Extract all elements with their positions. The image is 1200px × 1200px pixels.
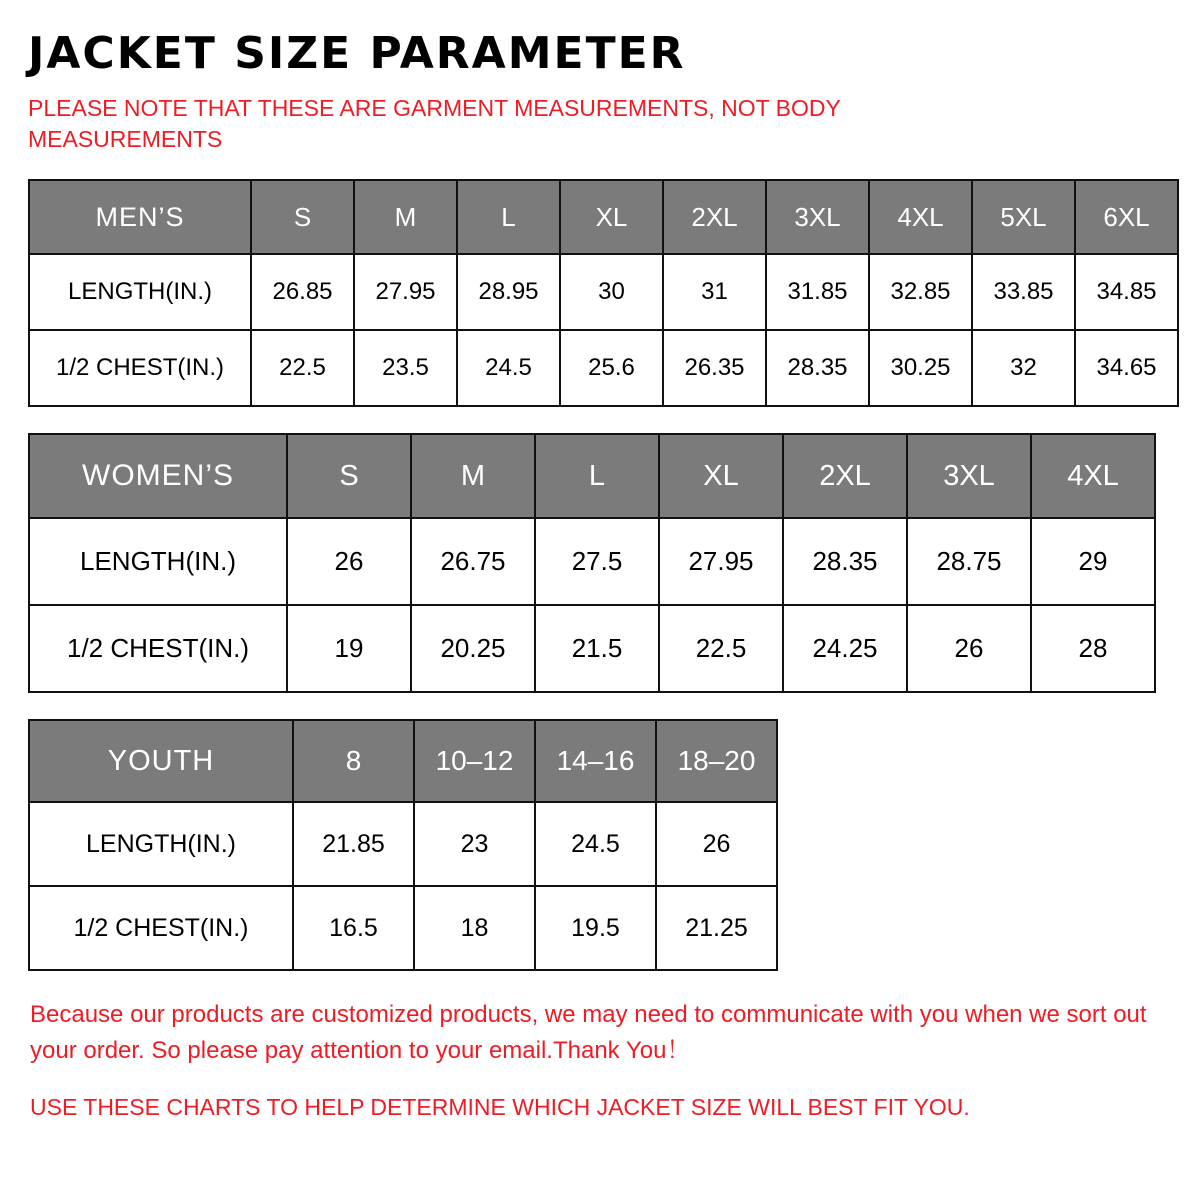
mens-cell: 26.85 [251, 254, 354, 330]
womens-cell: 22.5 [659, 605, 783, 692]
youth-size-header: 10–12 [414, 720, 535, 802]
womens-size-header: M [411, 434, 535, 518]
table-row [29, 330, 1178, 406]
mens-cell: 33.85 [972, 254, 1075, 330]
youth-cell: 19.5 [535, 886, 656, 970]
youth-header-label: YOUTH [29, 720, 293, 802]
mens-cell: 31.85 [766, 254, 869, 330]
mens-cell: 32.85 [869, 254, 972, 330]
mens-size-header: M [354, 180, 457, 254]
womens-cell: 26 [287, 518, 411, 605]
mens-cell: 34.85 [1075, 254, 1178, 330]
table-row [29, 254, 1178, 330]
mens-row-label: 1/2 CHEST(IN.) [29, 330, 251, 406]
youth-size-header: 14–16 [535, 720, 656, 802]
youth-size-header: 18–20 [656, 720, 777, 802]
table-header-row [29, 180, 1178, 254]
mens-cell: 23.5 [354, 330, 457, 406]
youth-cell: 21.85 [293, 802, 414, 886]
mens-size-header: 5XL [972, 180, 1075, 254]
youth-cell: 18 [414, 886, 535, 970]
womens-cell: 27.5 [535, 518, 659, 605]
womens-cell: 24.25 [783, 605, 907, 692]
table-header-row [29, 434, 1155, 518]
garment-measurement-note: PLEASE NOTE THAT THESE ARE GARMENT MEASUREMENTS, NOT BODY MEASUREMENTS [28, 95, 841, 153]
mens-cell: 28.35 [766, 330, 869, 406]
youth-cell: 24.5 [535, 802, 656, 886]
womens-row-label: LENGTH(IN.) [29, 518, 287, 605]
youth-cell: 26 [656, 802, 777, 886]
mens-cell: 26.35 [663, 330, 766, 406]
chart-usage-note: USE THESE CHARTS TO HELP DETERMINE WHICH JACKET SIZE WILL BEST FIT YOU. [30, 1094, 970, 1121]
womens-cell: 19 [287, 605, 411, 692]
womens-cell: 29 [1031, 518, 1155, 605]
womens-size-header: L [535, 434, 659, 518]
womens-header-label: WOMEN’S [29, 434, 287, 518]
youth-size-table [28, 719, 778, 971]
mens-cell: 30 [560, 254, 663, 330]
womens-size-header: 2XL [783, 434, 907, 518]
womens-cell: 21.5 [535, 605, 659, 692]
table-row [29, 605, 1155, 692]
womens-size-header: S [287, 434, 411, 518]
mens-size-header: 4XL [869, 180, 972, 254]
womens-row-label: 1/2 CHEST(IN.) [29, 605, 287, 692]
womens-size-table [28, 433, 1156, 693]
youth-row-label: 1/2 CHEST(IN.) [29, 886, 293, 970]
youth-size-header: 8 [293, 720, 414, 802]
table-row [29, 802, 777, 886]
womens-cell: 27.95 [659, 518, 783, 605]
mens-cell: 32 [972, 330, 1075, 406]
mens-size-header: 2XL [663, 180, 766, 254]
mens-size-header: S [251, 180, 354, 254]
customization-note: Because our products are customized products, we may need to communicate with you when we sort out your order. So please pay attention to your email.Thank You！ [30, 1001, 1147, 1065]
mens-size-header: 3XL [766, 180, 869, 254]
mens-size-header: L [457, 180, 560, 254]
youth-row-label: LENGTH(IN.) [29, 802, 293, 886]
mens-cell: 34.65 [1075, 330, 1178, 406]
youth-cell: 21.25 [656, 886, 777, 970]
mens-header-label: MEN’S [29, 180, 251, 254]
womens-cell: 28.35 [783, 518, 907, 605]
mens-size-header: XL [560, 180, 663, 254]
womens-cell: 26 [907, 605, 1031, 692]
mens-cell: 31 [663, 254, 766, 330]
mens-cell: 22.5 [251, 330, 354, 406]
womens-size-header: 3XL [907, 434, 1031, 518]
mens-cell: 30.25 [869, 330, 972, 406]
mens-cell: 27.95 [354, 254, 457, 330]
womens-size-header: XL [659, 434, 783, 518]
table-header-row [29, 720, 777, 802]
mens-size-table [28, 179, 1179, 407]
table-row [29, 518, 1155, 605]
womens-size-header: 4XL [1031, 434, 1155, 518]
youth-cell: 16.5 [293, 886, 414, 970]
womens-cell: 28.75 [907, 518, 1031, 605]
table-row [29, 886, 777, 970]
mens-cell: 25.6 [560, 330, 663, 406]
womens-cell: 26.75 [411, 518, 535, 605]
womens-cell: 28 [1031, 605, 1155, 692]
mens-size-header: 6XL [1075, 180, 1178, 254]
womens-cell: 20.25 [411, 605, 535, 692]
mens-cell: 24.5 [457, 330, 560, 406]
mens-cell: 28.95 [457, 254, 560, 330]
mens-row-label: LENGTH(IN.) [29, 254, 251, 330]
page-title: JACKET SIZE PARAMETER [28, 28, 686, 79]
youth-cell: 23 [414, 802, 535, 886]
